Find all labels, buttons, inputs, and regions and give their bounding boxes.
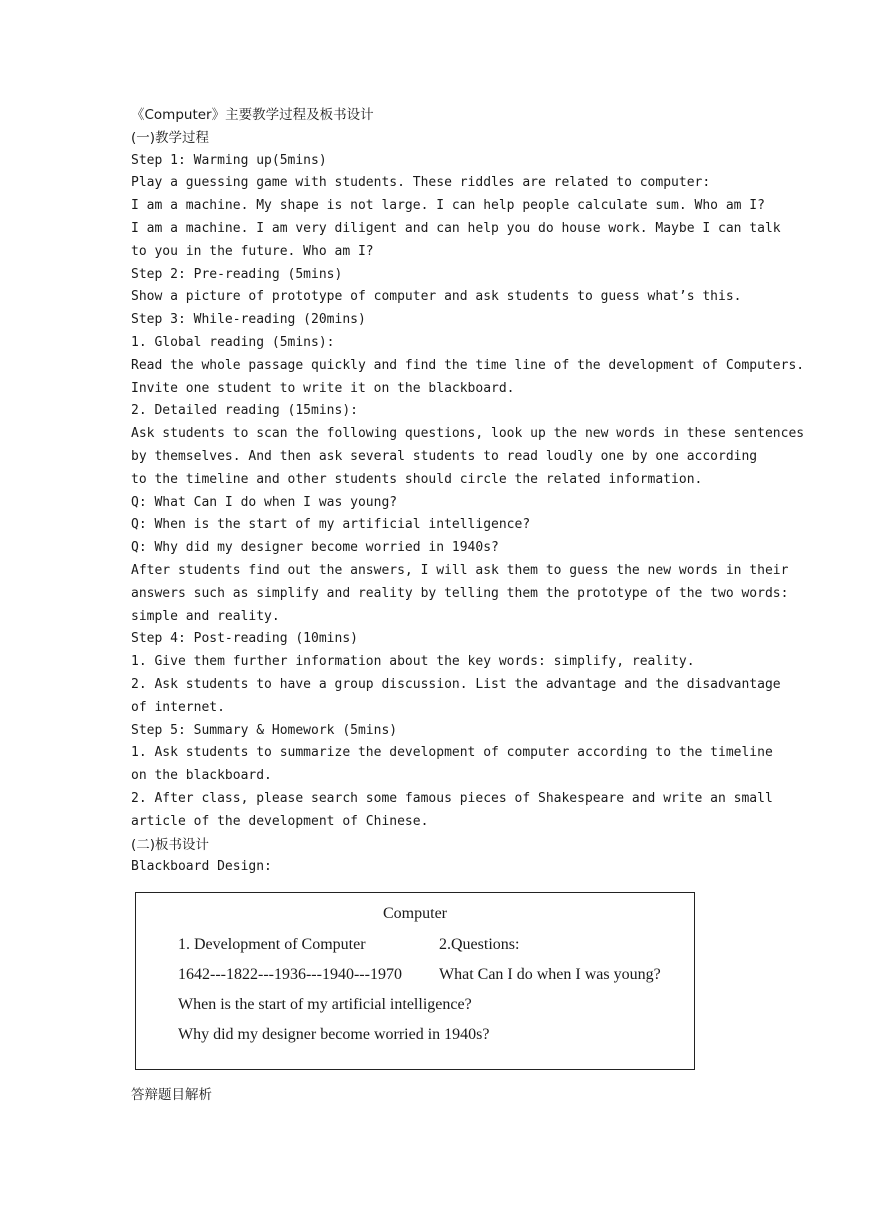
document-line: to you in the future. Who am I? <box>131 243 374 259</box>
document-line: Blackboard Design: <box>131 859 272 875</box>
document-line: 2. Detailed reading (15mins): <box>131 403 358 419</box>
document-line: 2. Ask students to have a group discussion. List the advantage and the disadvantage <box>131 676 781 692</box>
document-line: 1. Ask students to summarize the development of computer according to the timeline <box>131 745 773 761</box>
document-line: Invite one student to write it on the blackboard. <box>131 380 515 396</box>
document-line: After students find out the answers, I will ask them to guess the new words in their <box>131 562 789 578</box>
blackboard-title: Computer <box>383 905 447 922</box>
blackboard-timeline: 1642---1822---1936---1940---1970 <box>178 966 402 983</box>
document-line: Step 1: Warming up(5mins) <box>131 152 327 168</box>
document-line: by themselves. And then ask several students to read loudly one by one according <box>131 448 758 464</box>
document-body <box>131 104 805 879</box>
document-line: to the timeline and other students should circle the related information. <box>131 471 703 487</box>
document-line: of internet. <box>131 699 225 715</box>
blackboard-design-box <box>135 892 695 1070</box>
document-line: Play a guessing game with students. These riddles are related to computer: <box>131 175 711 191</box>
blackboard-heading-development: 1. Development of Computer <box>178 936 366 953</box>
document-line: on the blackboard. <box>131 768 272 784</box>
document-line: Q: Why did my designer become worried in 1940s? <box>131 540 499 556</box>
document-line: (一)教学过程 <box>131 129 210 146</box>
document-line: Show a picture of prototype of computer and ask students to guess what’s this. <box>131 289 742 305</box>
document-line: Q: When is the start of my artificial intelligence? <box>131 517 531 533</box>
document-line: article of the development of Chinese. <box>131 813 429 829</box>
document-line: Step 4: Post-reading (10mins) <box>131 631 358 647</box>
blackboard-heading-questions: 2.Questions: <box>439 936 520 953</box>
document-line: Q: What Can I do when I was young? <box>131 494 398 510</box>
document-line: Step 5: Summary & Homework (5mins) <box>131 722 398 738</box>
document-line: Step 3: While-reading (20mins) <box>131 312 366 328</box>
document-line: I am a machine. I am very diligent and can help you do house work. Maybe I can talk <box>131 220 781 236</box>
blackboard-question-3: Why did my designer become worried in 1940s? <box>178 1026 490 1043</box>
document-line: 1. Global reading (5mins): <box>131 334 335 350</box>
document-line: 1. Give them further information about the key words: simplify, reality. <box>131 654 695 670</box>
document-line: Ask students to scan the following questions, look up the new words in these sentences <box>131 426 805 442</box>
blackboard-question-1: What Can I do when I was young? <box>439 966 661 983</box>
document-line: Step 2: Pre-reading (5mins) <box>131 266 343 282</box>
document-line: (二)板书设计 <box>131 836 210 853</box>
document-line: 2. After class, please search some famous pieces of Shakespeare and write an small <box>131 790 773 806</box>
document-line: I am a machine. My shape is not large. I can help people calculate sum. Who am I? <box>131 198 765 214</box>
footer-heading: 答辩题目解析 <box>131 1087 212 1103</box>
document-line: Read the whole passage quickly and find the time line of the development of Computers. <box>131 357 805 373</box>
document-line: simple and reality. <box>131 608 280 624</box>
document-line: 《Computer》主要教学过程及板书设计 <box>131 107 374 123</box>
document-line: answers such as simplify and reality by telling them the prototype of the two words: <box>131 585 789 601</box>
blackboard-question-2: When is the start of my artificial intelligence? <box>178 996 472 1013</box>
